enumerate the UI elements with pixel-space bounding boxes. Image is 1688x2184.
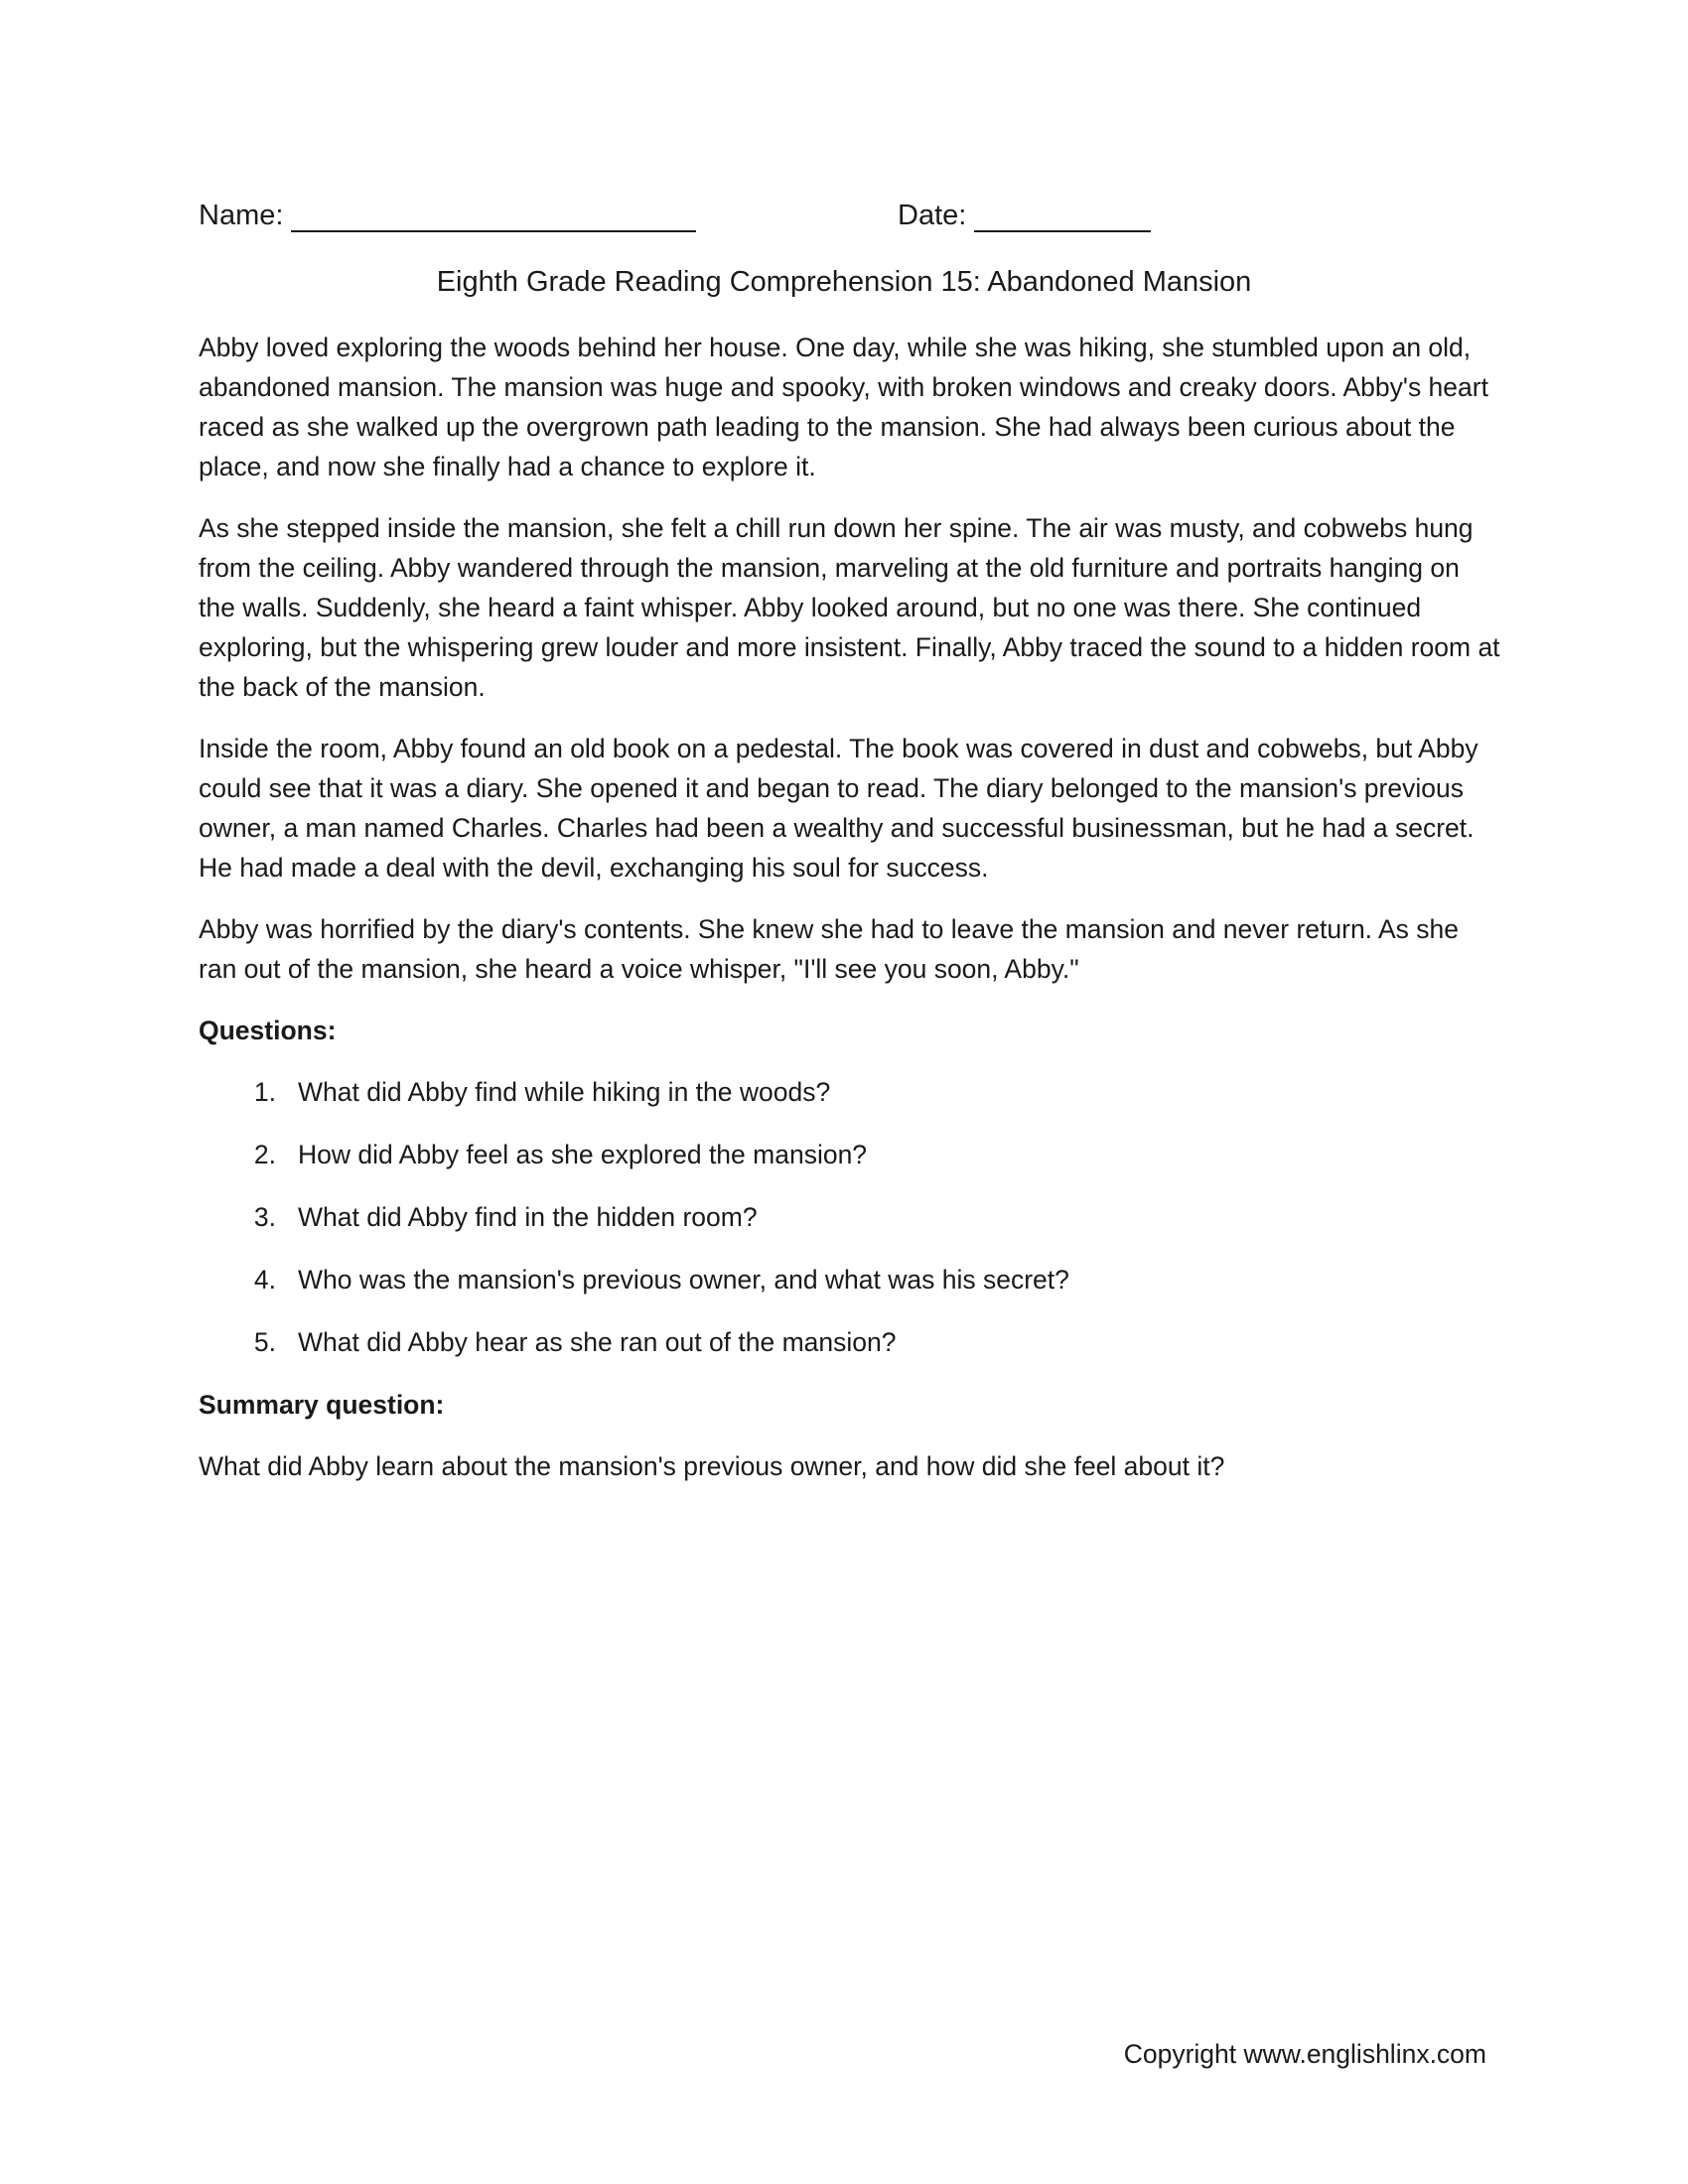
date-field	[898, 199, 1151, 232]
questions-list	[199, 1072, 1501, 1362]
question-text: Who was the mansion's previous owner, and what was his secret?	[298, 1265, 1069, 1295]
passage-paragraph: Inside the room, Abby found an old book on a pedestal. The book was covered in dust and cobwebs, but Abby could see that it was a diary. She opened it and began to read. The diary belonged to the mansion's previous owner, a man named Charles. Charles had been a wealthy and successful businessman, but he had a secret. He had made a deal with the devil, exchanging his soul for success.	[199, 734, 1478, 883]
date-label: Date:	[898, 200, 967, 231]
question-number: 5.	[253, 1327, 276, 1357]
passage-paragraph: Abby was horrified by the diary's contents. She knew she had to leave the mansion and never return. As she ran out of the mansion, she heard a voice whisper, "I'll see you soon, Abby."	[199, 914, 1459, 984]
question-number: 2.	[253, 1140, 276, 1169]
name-label: Name:	[199, 200, 284, 231]
question-item	[199, 1072, 1501, 1112]
question-number: 1.	[253, 1077, 276, 1107]
question-item	[199, 1135, 1501, 1174]
question-text: What did Abby find in the hidden room?	[298, 1202, 758, 1232]
copyright-footer: Copyright www.englishlinx.com	[1123, 2039, 1486, 2069]
question-item	[199, 1322, 1501, 1362]
question-text: How did Abby feel as she explored the mansion?	[298, 1140, 868, 1169]
name-blank-line[interactable]	[291, 199, 696, 232]
summary-question: What did Abby learn about the mansion's previous owner, and how did she feel about it?	[199, 1451, 1225, 1481]
question-number: 4.	[253, 1265, 276, 1295]
date-blank-line[interactable]	[974, 199, 1151, 232]
question-item	[199, 1260, 1501, 1299]
passage-paragraph: As she stepped inside the mansion, she felt a chill run down her spine. The air was musty, and cobwebs hung from the ceiling. Abby wandered through the mansion, marveling at the old furniture and portraits hanging on the walls. Suddenly, she heard a faint whisper. Abby looked around, but no one was there. She continued exploring, but the whispering grew louder and more insistent. Finally, Abby traced the sound to a hidden room at the back of the mansion.	[199, 513, 1500, 702]
summary-heading: Summary question:	[199, 1390, 445, 1420]
question-text: What did Abby hear as she ran out of the mansion?	[298, 1327, 897, 1357]
question-number: 3.	[253, 1202, 276, 1232]
question-text: What did Abby find while hiking in the woods?	[298, 1077, 831, 1107]
name-field	[199, 199, 696, 232]
questions-heading: Questions:	[199, 1016, 337, 1045]
worksheet-content	[199, 328, 1501, 1508]
header-row	[199, 199, 1489, 242]
question-item	[199, 1197, 1501, 1237]
passage-paragraph: Abby loved exploring the woods behind her house. One day, while she was hiking, she stumbled upon an old, abandoned mansion. The mansion was huge and spooky, with broken windows and creaky doors. Abby's heart raced as she walked up the overgrown path leading to the mansion. She had always been curious about the place, and now she finally had a chance to explore it.	[199, 333, 1488, 481]
page-title: Eighth Grade Reading Comprehension 15: Abandoned Mansion	[436, 266, 1252, 298]
